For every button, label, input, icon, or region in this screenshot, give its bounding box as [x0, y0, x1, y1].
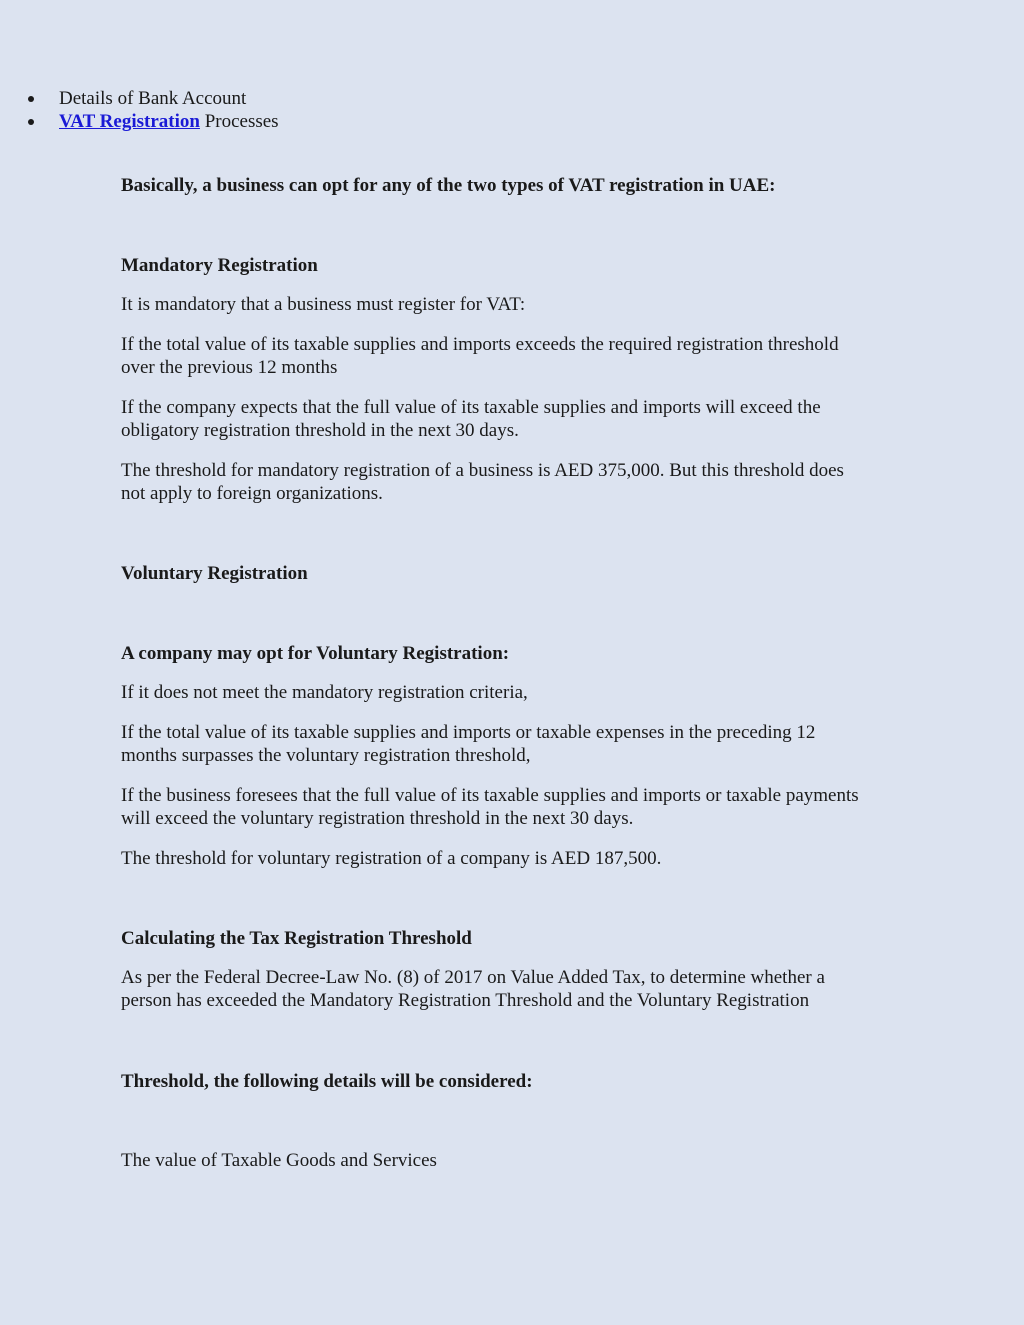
paragraph: If it does not meet the mandatory registration criteria, [121, 682, 528, 703]
bullet-text: Details of Bank Account [59, 88, 247, 109]
paragraph: will exceed the voluntary registration threshold in the next 30 days. [121, 808, 634, 829]
paragraph: As per the Federal Decree-Law No. (8) of 2017 on Value Added Tax, to determine whether a [121, 967, 825, 988]
calculating-heading: Calculating the Tax Registration Threshold [121, 928, 472, 949]
paragraph: The value of Taxable Goods and Services [121, 1150, 437, 1171]
bullet-icon [28, 96, 34, 102]
paragraph: months surpasses the voluntary registration threshold, [121, 745, 531, 766]
list-item [28, 110, 279, 133]
paragraph: over the previous 12 months [121, 357, 338, 378]
intro-heading: Basically, a business can opt for any of the two types of VAT registration in UAE: [121, 175, 776, 196]
voluntary-heading: Voluntary Registration [121, 563, 308, 584]
paragraph: The threshold for voluntary registration of a company is AED 187,500. [121, 848, 662, 869]
paragraph: person has exceeded the Mandatory Registration Threshold and the Voluntary Registration [121, 990, 810, 1011]
paragraph: obligatory registration threshold in the next 30 days. [121, 420, 519, 441]
bullet-text: Processes [199, 111, 279, 132]
bullet-list [28, 87, 279, 133]
paragraph: If the company expects that the full value of its taxable supplies and imports will exceed the [121, 397, 821, 418]
paragraph: not apply to foreign organizations. [121, 483, 383, 504]
paragraph: If the business foresees that the full value of its taxable supplies and imports or taxable payments [121, 785, 859, 806]
mandatory-heading: Mandatory Registration [121, 255, 318, 276]
paragraph: If the total value of its taxable supplies and imports or taxable expenses in the preceding 12 [121, 722, 816, 743]
paragraph: If the total value of its taxable supplies and imports exceeds the required registration threshold [121, 334, 839, 355]
list-item [28, 87, 279, 110]
voluntary-subheading: A company may opt for Voluntary Registration: [121, 643, 510, 664]
threshold-heading: Threshold, the following details will be considered: [121, 1071, 533, 1092]
paragraph: The threshold for mandatory registration of a business is AED 375,000. But this threshold does [121, 460, 844, 481]
vat-registration-link[interactable]: VAT Registration [59, 111, 200, 132]
paragraph: It is mandatory that a business must register for VAT: [121, 294, 526, 315]
bullet-icon [28, 119, 34, 125]
